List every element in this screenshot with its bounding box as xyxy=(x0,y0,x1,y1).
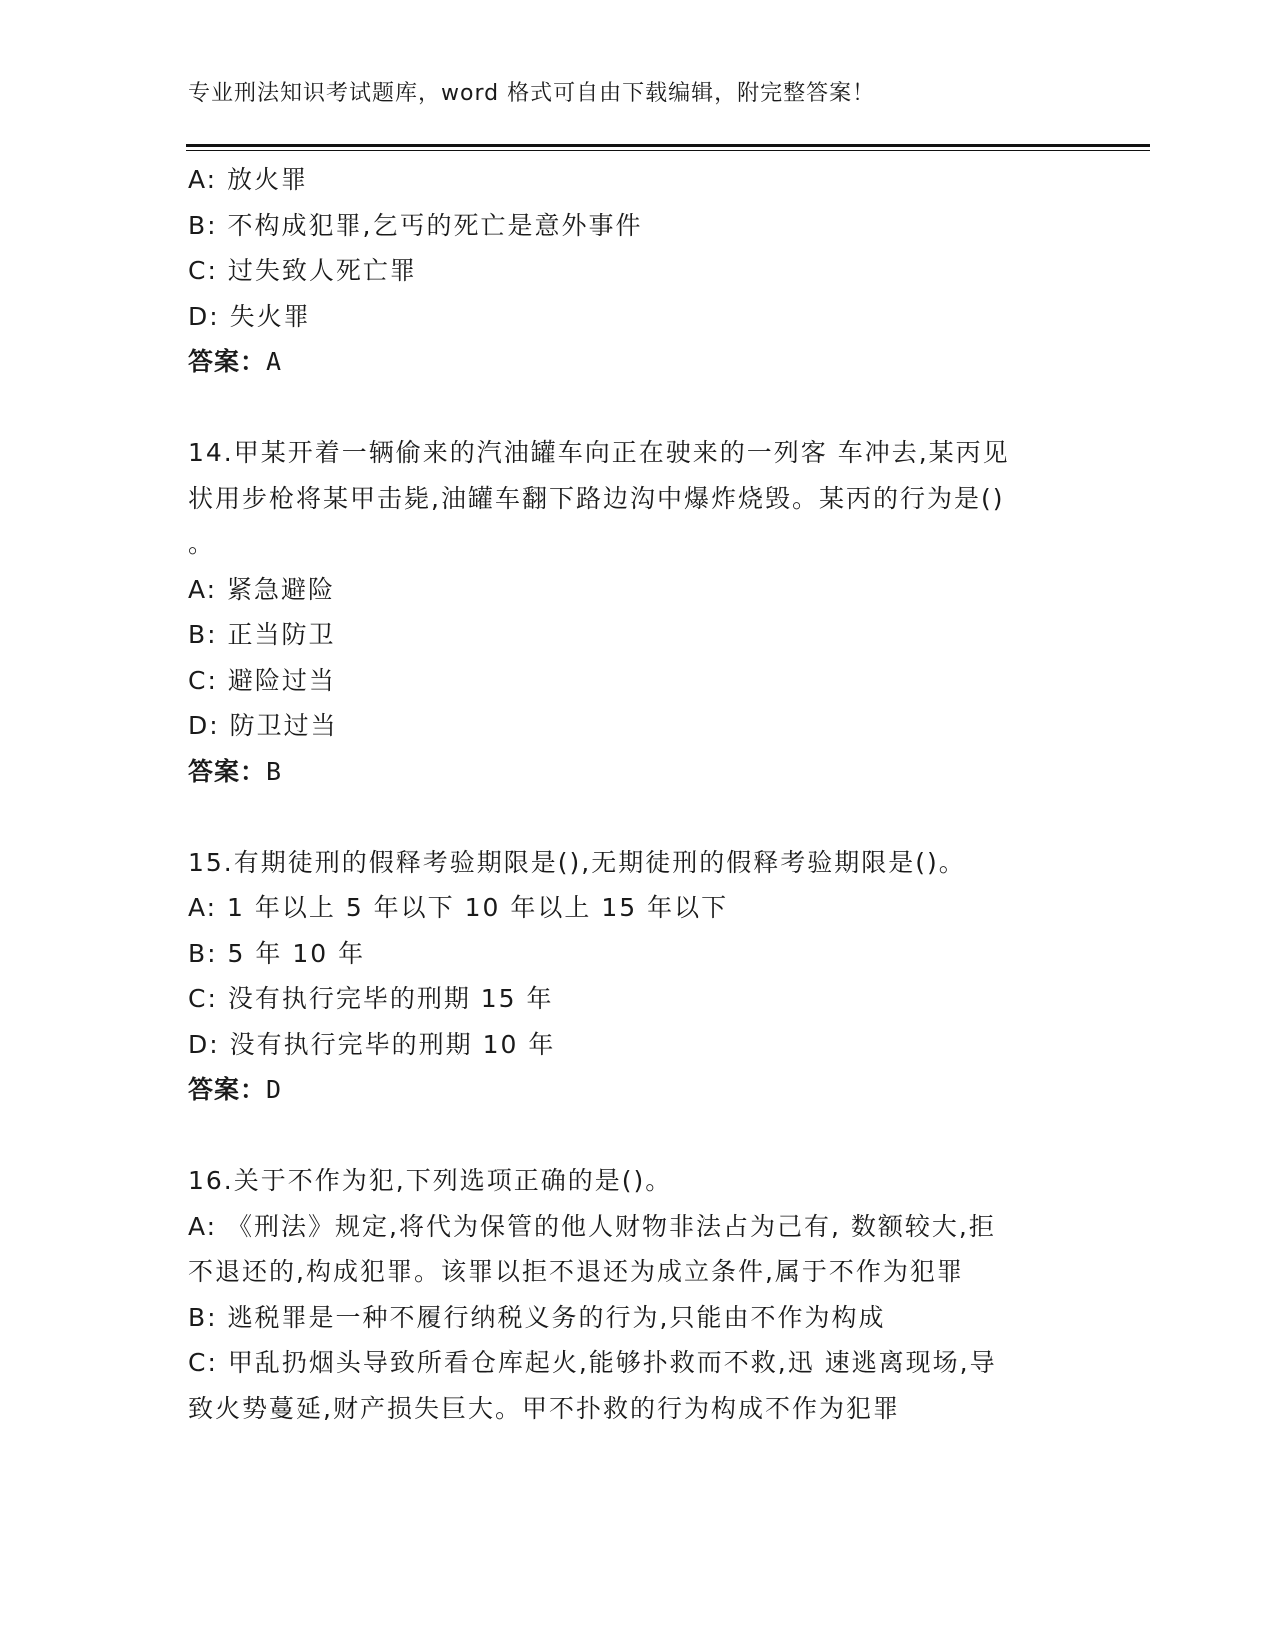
answer-value: A xyxy=(266,347,283,376)
option-d: D: 防卫过当 xyxy=(188,711,338,740)
question-stem-line: 15.有期徒刑的假释考验期限是(),无期徒刑的假释考验期限是()。 xyxy=(188,847,966,877)
option-d: D: 失火罪 xyxy=(188,301,311,331)
header-rule-thin xyxy=(186,150,1150,151)
option-b: B: 不构成犯罪,乞丐的死亡是意外事件 xyxy=(188,210,643,240)
spacer xyxy=(188,1113,1088,1159)
option-a: A: 1 年以上 5 年以下 10 年以上 15 年以下 xyxy=(188,893,729,922)
option-c: C: 没有执行完毕的刑期 15 年 xyxy=(188,984,554,1013)
answer-value: D xyxy=(266,1075,283,1104)
question-stem-line: 16.关于不作为犯,下列选项正确的是()。 xyxy=(188,1166,673,1195)
answer-line xyxy=(188,339,1088,385)
option-b: B: 逃税罪是一种不履行纳税义务的行为,只能由不作为构成 xyxy=(188,1302,886,1332)
answer-label: 答案： xyxy=(188,347,267,376)
question-13 xyxy=(188,157,1088,385)
answer-label: 答案： xyxy=(188,1075,267,1104)
question-stem-line: 。 xyxy=(188,529,216,558)
header-rule-thick xyxy=(186,144,1150,147)
question-16 xyxy=(188,1158,1088,1431)
option-a-line: A: 《刑法》规定,将代为保管的他人财物非法占为己有, 数额较大,拒 xyxy=(188,1211,996,1241)
option-c: C: 过失致人死亡罪 xyxy=(188,256,417,285)
header-title: 专业刑法知识考试题库，word 格式可自由下载编辑，附完整答案！ xyxy=(188,81,876,106)
question-stem-line: 状用步枪将某甲击毙,油罐车翻下路边沟中爆炸烧毁。某丙的行为是() xyxy=(188,483,1005,513)
answer-line xyxy=(188,749,1088,795)
option-c-line: 致火势蔓延,财产损失巨大。甲不扑救的行为构成不作为犯罪 xyxy=(188,1393,900,1423)
option-b: B: 5 年 10 年 xyxy=(188,938,366,968)
option-a: A: 放火罪 xyxy=(188,165,309,194)
answer-label: 答案： xyxy=(188,756,267,786)
option-d: D: 没有执行完毕的刑期 10 年 xyxy=(188,1029,556,1059)
option-a-line: 不退还的,构成犯罪。该罪以拒不退还为成立条件,属于不作为犯罪 xyxy=(188,1257,964,1286)
answer-value: B xyxy=(266,756,283,786)
question-15 xyxy=(188,840,1088,1113)
document-body xyxy=(188,157,1088,1431)
question-14 xyxy=(188,430,1088,794)
answer-line xyxy=(188,1067,1088,1113)
question-stem-line: 14.甲某开着一辆偷来的汽油罐车向正在驶来的一列客 车冲去,某丙见 xyxy=(188,438,1010,467)
option-c: C: 避险过当 xyxy=(188,665,336,695)
option-a: A: 紧急避险 xyxy=(188,574,336,604)
option-c-line: C: 甲乱扔烟头导致所看仓库起火,能够扑救而不救,迅 速逃离现场,导 xyxy=(188,1348,997,1377)
option-b: B: 正当防卫 xyxy=(188,620,336,649)
spacer xyxy=(188,794,1088,840)
spacer xyxy=(188,385,1088,431)
